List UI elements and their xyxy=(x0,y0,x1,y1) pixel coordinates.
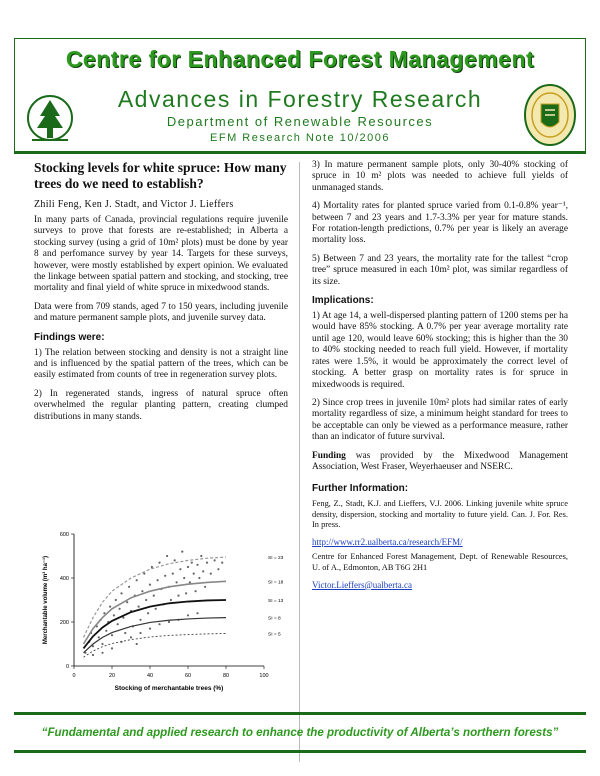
data-point xyxy=(109,606,111,608)
data-point xyxy=(119,608,121,610)
data-point xyxy=(168,621,170,623)
series-label: SI = 18 xyxy=(268,580,284,586)
data-point xyxy=(111,647,113,649)
finding-3: 3) In mature permanent sample plots, only 30-40% stocking of spruce in 10 m² plots was needed to achieve full yields of unmanaged stands. xyxy=(312,160,568,193)
address: Centre for Enhanced Forest Management, Dept. of Renewable Resources, U. of A., Edmonton, AB T6G 2H1 xyxy=(312,552,568,572)
data-point xyxy=(139,619,141,621)
data-point xyxy=(145,599,147,601)
series-line xyxy=(84,618,227,653)
series-label: SI = 5 xyxy=(268,632,281,638)
data-point xyxy=(149,584,151,586)
y-axis-label: Merchantable volume (m³ ha⁻¹) xyxy=(43,555,49,645)
data-point xyxy=(166,555,168,557)
data-point xyxy=(124,632,126,634)
funding-label: Funding xyxy=(312,450,346,461)
data-point xyxy=(105,630,107,632)
data-point xyxy=(138,606,140,608)
data-point xyxy=(126,601,128,603)
implications-heading: Implications: xyxy=(312,295,374,307)
data-point xyxy=(174,559,176,561)
x-tick-label: 0 xyxy=(72,673,76,679)
data-point xyxy=(170,599,172,601)
data-point xyxy=(196,564,198,566)
x-tick-label: 80 xyxy=(222,673,230,679)
department-title: Department of Renewable Resources xyxy=(166,114,434,129)
finding-2: 2) In regenerated stands, ingress of natural spruce often overwhelmed the regular planting pattern, creating clumped distributions in many stands. xyxy=(34,388,288,422)
y-tick-label: 0 xyxy=(65,664,69,670)
data-point xyxy=(195,590,197,592)
data-point xyxy=(149,628,151,630)
data-point xyxy=(111,634,113,636)
implication-2: 2) Since crop trees in juvenile 10m² plots had similar rates of early mortality regardless of size, a minimum height standard for trees to be acceptable can only be viewed as a performance measure, rather than an indicator of future survival. xyxy=(312,397,568,443)
data-point xyxy=(141,590,143,592)
findings-heading: Findings were: xyxy=(34,331,105,343)
data-point xyxy=(177,595,179,597)
data-point xyxy=(136,579,138,581)
data-point xyxy=(187,614,189,616)
data-point xyxy=(200,555,202,557)
x-tick-label: 40 xyxy=(146,673,154,679)
data-point xyxy=(98,636,100,638)
data-point xyxy=(115,599,117,601)
efm-website-link[interactable]: http://www.rr2.ualberta.ca/research/EFM/ xyxy=(312,536,463,547)
series-title: Advances in Forestry Research xyxy=(117,86,483,112)
data-point xyxy=(158,623,160,625)
data-point xyxy=(214,559,216,561)
left-column xyxy=(34,160,288,430)
data-point xyxy=(130,636,132,638)
data-point xyxy=(101,643,103,645)
yield-chart xyxy=(34,526,296,722)
further-info-heading: Further Information: xyxy=(312,483,409,495)
data-point xyxy=(202,570,204,572)
y-tick-label: 400 xyxy=(59,576,69,582)
data-point xyxy=(183,577,185,579)
data-point xyxy=(185,592,187,594)
university-seal-icon xyxy=(524,84,576,146)
footer-rule-top xyxy=(14,712,586,715)
data-point xyxy=(157,579,159,581)
data-point xyxy=(179,568,181,570)
article-title: Stocking levels for white spruce: How many trees do we need to establish? xyxy=(34,160,287,191)
data-point xyxy=(151,566,153,568)
data-point xyxy=(210,573,212,575)
data-point xyxy=(196,612,198,614)
funding-paragraph xyxy=(312,451,568,474)
data-point xyxy=(158,562,160,564)
tagline: “Fundamental and applied research to enhance the productivity of Alberta’s northern forests” xyxy=(41,726,559,739)
centre-title: Centre for Enhanced Forest Management xyxy=(65,46,535,72)
data-point xyxy=(204,586,206,588)
tree-logo-icon xyxy=(26,94,74,148)
x-axis-label: Stocking of merchantable trees (%) xyxy=(114,685,224,692)
x-tick-label: 20 xyxy=(108,673,116,679)
y-tick-label: 600 xyxy=(59,532,69,538)
data-point xyxy=(193,573,195,575)
series-label: SI = 13 xyxy=(268,599,284,604)
series-label: SI = 8 xyxy=(268,616,281,622)
finding-5: 5) Between 7 and 23 years, the mortality rate for the tallest “crop tree” spruce measured in each 10m² plot, was similar regardless of its size. xyxy=(312,253,568,287)
data-point xyxy=(187,566,189,568)
data-point xyxy=(191,562,193,564)
data-paragraph: Data were from 709 stands, aged 7 to 150 years, including juvenile and mature permanent sample plots, and juvenile survey data. xyxy=(34,301,288,324)
x-tick-label: 60 xyxy=(184,673,192,679)
citation: Feng, Z., Stadt, K.J. and Lieffers, V.J. 2006. Linking juvenile white spruce density, dispersion, stocking and mortality to future yield. Can. J. For. Res. In press. xyxy=(312,499,568,529)
data-point xyxy=(176,581,178,583)
data-point xyxy=(198,577,200,579)
finding-1: 1) The relation between stocking and density is not a straight line and is influenced by the spatial pattern of the trees, which can be easily estimated from counts of tree in regeneration survey plots. xyxy=(34,347,288,381)
footer-rule-bottom xyxy=(14,750,586,753)
email-link[interactable]: Victor.Lieffers@ualberta.ca xyxy=(312,579,413,590)
data-point xyxy=(101,652,103,654)
research-note-number: EFM Research Note 10/2006 xyxy=(210,132,390,144)
data-point xyxy=(128,586,130,588)
data-point xyxy=(147,612,149,614)
funding-text: was provided by the Mixedwood Management Association, West Fraser, Weyerhaeuser and NSERC. xyxy=(312,450,568,472)
column-divider xyxy=(299,162,300,762)
x-tick-label: 100 xyxy=(259,673,269,679)
series-line xyxy=(84,633,227,657)
data-point xyxy=(92,654,94,656)
yield-chart-svg xyxy=(34,526,296,722)
article-authors: Zhili Feng, Ken J. Stadt, and Victor J. Lieffers xyxy=(34,199,234,210)
intro-paragraph: In many parts of Canada, provincial regulations require juvenile surveys to prove that forests are re-established; in Alberta a stocking survey (using a grid of 10m² plots) must be done by year 8 and perfomance survey by year 14. Targets for these surveys, however, were mostly established by expert opinion. We evaluated the linkage between spatial pattern and stocking, and stocking, tree mortality and final yield of white spruce in mixedwood stands. xyxy=(34,215,288,294)
data-point xyxy=(164,575,166,577)
data-point xyxy=(172,573,174,575)
y-tick-label: 200 xyxy=(59,620,69,626)
data-point xyxy=(221,562,223,564)
implication-1: 1) At age 14, a well-dispersed planting pattern of 1200 stems per ha would have 85% stocking. A 0.7% per year average mortality rate until age 120, would leave 60% stocking; this is higher than the 30 to 40% stocking needed to reach full yield. However, if mortality rates were 1.5%, it would be approximately the correct level of stocking. A better grasp on mortality rates is for spruce in mixedwoods is required. xyxy=(312,311,568,390)
data-point xyxy=(117,623,119,625)
data-point xyxy=(136,643,138,645)
data-point xyxy=(113,614,115,616)
data-point xyxy=(155,608,157,610)
right-column xyxy=(312,160,568,599)
data-point xyxy=(139,632,141,634)
data-point xyxy=(217,568,219,570)
series-label: SI = 23 xyxy=(268,556,284,562)
finding-4: 4) Mortality rates for planted spruce varied from 0.1-0.8% year⁻¹, between 7 and 23 years and 1.7-3.3% per year for mature stands. For rotation-length predictions, 0.7% per year is likely an average mortality loss. xyxy=(312,201,568,246)
data-point xyxy=(103,612,105,614)
data-point xyxy=(153,595,155,597)
data-point xyxy=(181,551,183,553)
data-point xyxy=(120,592,122,594)
series-line xyxy=(84,600,227,648)
data-point xyxy=(206,562,208,564)
